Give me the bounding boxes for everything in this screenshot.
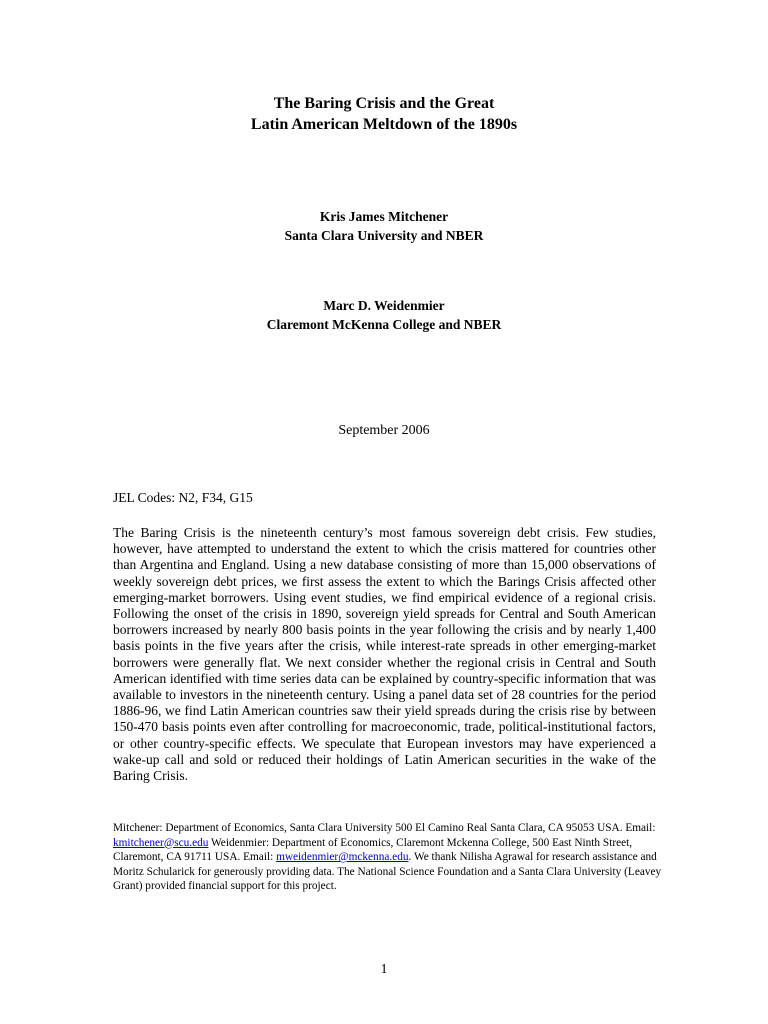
author-name: Kris James Mitchener xyxy=(319,209,449,224)
footnote-text: . We thank Nilisha Agrawal for research assistance and Moritz Schularick for generously providing data. The National Science Foundation and a Santa Clara University (Leavey Grant) provided financial support for this project. xyxy=(113,851,662,893)
author-footnote xyxy=(113,821,663,894)
author-affiliation: Claremont McKenna College and NBER xyxy=(266,317,502,332)
email-link-mitchener[interactable]: kmitchener@scu.edu xyxy=(113,836,209,849)
paper-title-line-2: Latin American Meltdown of the 1890s xyxy=(250,116,518,133)
author-affiliation: Santa Clara University and NBER xyxy=(284,228,484,243)
author-block-2 xyxy=(0,296,768,334)
publication-date: September 2006 xyxy=(338,423,430,438)
jel-codes: JEL Codes: N2, F34, G15 xyxy=(113,490,253,505)
author-name: Marc D. Weidenmier xyxy=(323,298,445,313)
paper-title-line-1: The Baring Crisis and the Great xyxy=(273,95,495,112)
email-link-weidenmier[interactable]: mweidenmier@mckenna.edu xyxy=(276,851,409,864)
author-block-1 xyxy=(0,207,768,245)
abstract: The Baring Crisis is the nineteenth century’s most famous sovereign debt crisis. Few studies, however, have attempted to understand the extent to which the crisis mattered for countries other than Argentina and England. Using a new database consisting of more than 15,000 observations of weekly sovereign debt prices, we first assess the extent to which the Barings Crisis affected other emerging-market borrowers. Using event studies, we find empirical evidence of a regional crisis. Following the onset of the crisis in 1890, sovereign yield spreads for Central and South American borrowers increased by nearly 800 basis points in the year following the crisis and by nearly 1,400 basis points in the five years after the crisis, while interest-rate spreads in other emerging-market borrowers were generally flat. We next consider whether the regional crisis in Central and South American identified with time series data can be explained by country-specific information that was available to investors in the nineteenth century. Using a panel data set of 28 countries for the period 1886-96, we find Latin American countries saw their yield spreads during the crisis rise by between 150-470 basis points even after controlling for macroeconomic, trade, political-institutional factors, or other country-specific effects. We speculate that European investors may have experienced a wake-up call and sold or reduced their holdings of Latin American securities in the wake of the Baring Crisis. xyxy=(113,525,656,784)
paper-title xyxy=(0,93,768,135)
page-number: 1 xyxy=(380,962,388,977)
footnote-text: Mitchener: Department of Economics, Santa Clara University 500 El Camino Real Santa Clara, CA 95053 USA. Email: xyxy=(113,822,656,834)
footnote-text: Weidenmier: Department of Economics, Claremont Mckenna College, 500 East Ninth Street, Claremont, CA 91711 USA. Email: xyxy=(113,836,633,864)
